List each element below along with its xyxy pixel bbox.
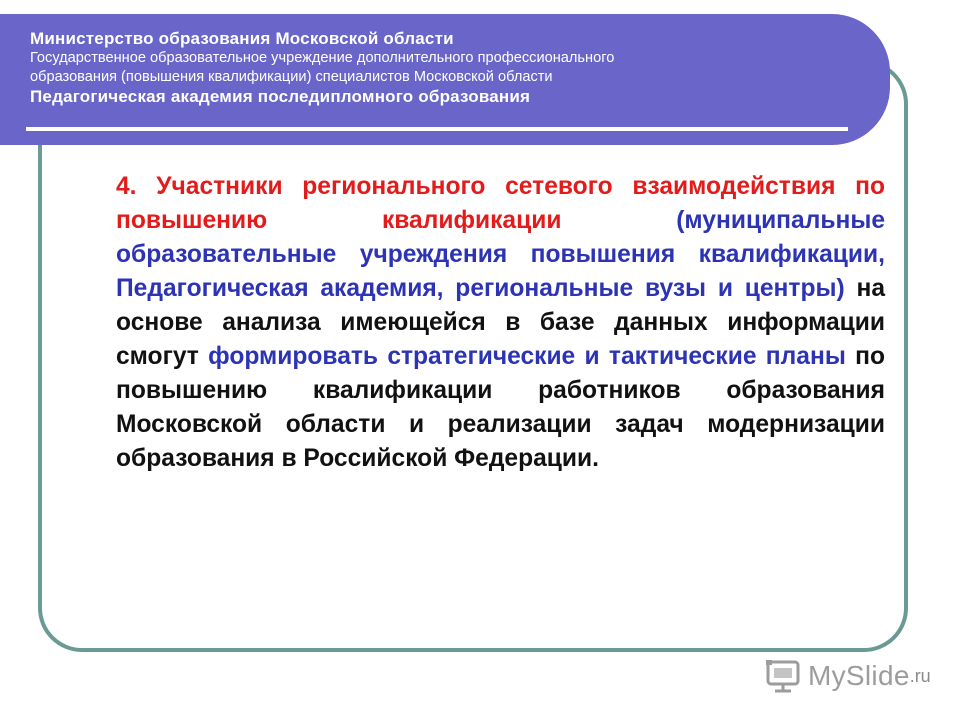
watermark-suffix: .ru	[909, 665, 931, 686]
watermark-brand: MySlide	[808, 660, 910, 691]
header-ministry: Министерство образования Московской области	[30, 29, 454, 48]
slide-body-paragraph	[116, 170, 885, 476]
header-rule	[26, 127, 848, 131]
body-text-red: 4. Участники регионального сетевого взаимодействия по повышению квалификации	[116, 173, 885, 234]
slide-header	[0, 14, 890, 145]
body-text-blue-1: (муниципальные образовательные учреждения повышения квалификации, Педагогическая академия, региональные вузы и центры)	[116, 207, 885, 302]
body-text-black-1: на основе анализа имеющейся в базе данных информации смогут	[116, 275, 885, 370]
header-academy: Педагогическая академия последипломного образования	[30, 87, 531, 106]
projector-screen-icon	[764, 658, 804, 694]
body-text-black-2: по повышению квалификации работников образования Московской области и реализации задач модернизации образования в Российской Федерации.	[116, 343, 885, 472]
body-text-blue-2: формировать стратегические и тактические планы	[208, 343, 846, 370]
header-institution-line1: Государственное образовательное учреждение дополнительного профессионального	[30, 50, 615, 66]
watermark-logo	[764, 656, 931, 696]
header-institution-line2: образования (повышения квалификации) специалистов Московской области	[30, 68, 553, 85]
